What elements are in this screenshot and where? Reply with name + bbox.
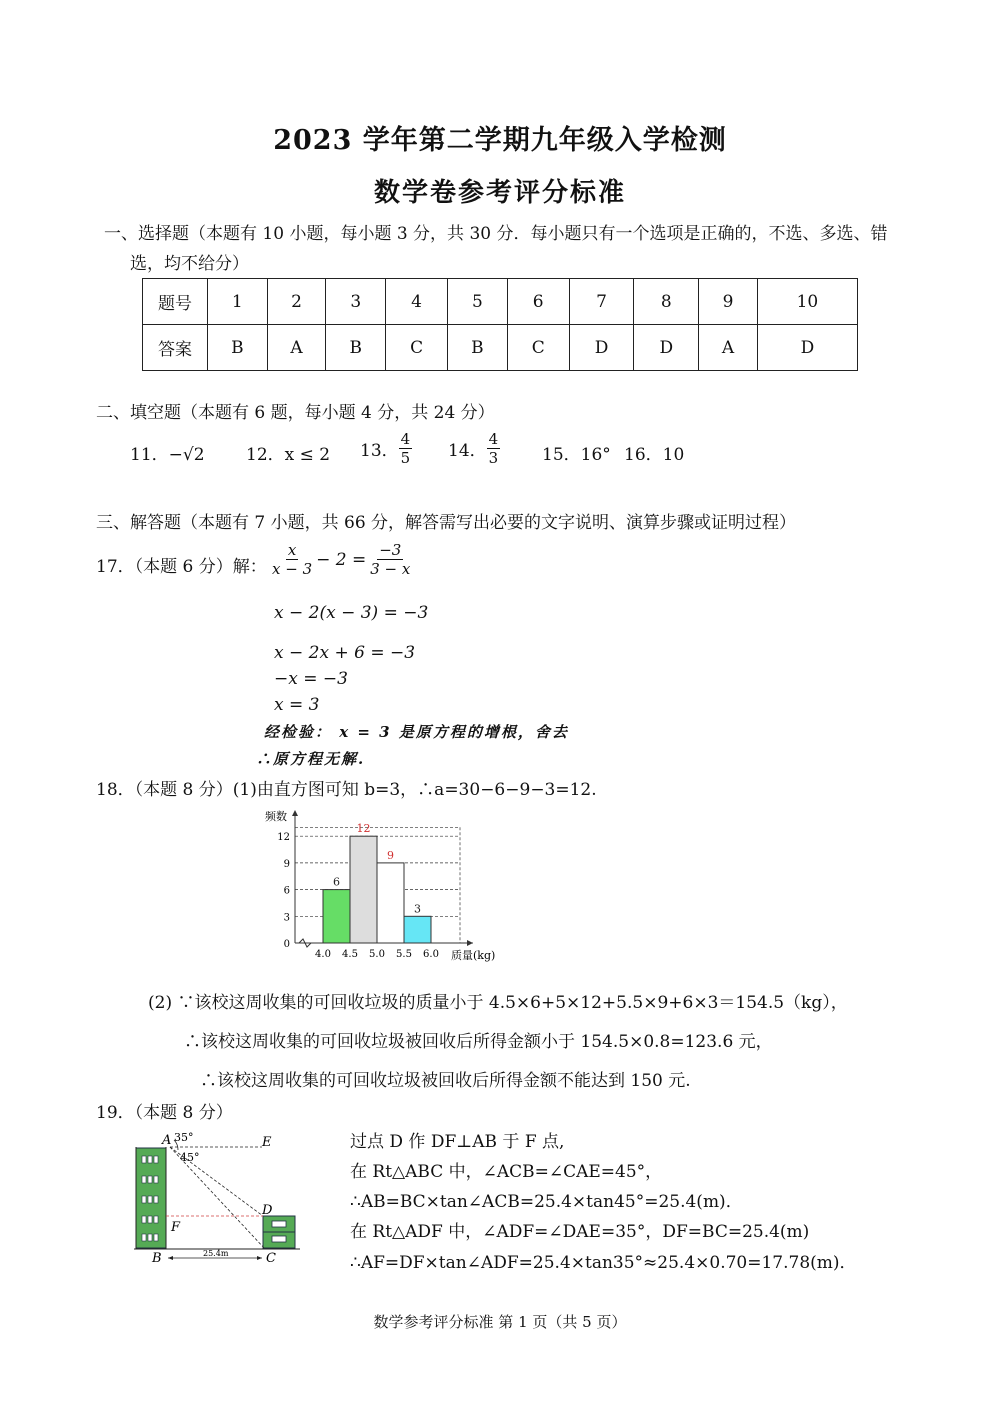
label-A: A <box>162 1133 172 1148</box>
bar-label: 6 <box>333 875 340 889</box>
table-cell: C <box>507 325 569 371</box>
answer-14-label: 14． <box>448 441 487 461</box>
table-cell: D <box>757 325 857 371</box>
y-tick-label: 12 <box>277 832 290 844</box>
q18-part2-line3: ∴该校这周收集的可回收垃圾被回收后所得金额不能达到 150 元. <box>200 1071 691 1091</box>
histogram-chart <box>255 800 515 972</box>
table-cell: 6 <box>507 279 569 325</box>
answer-table <box>142 278 858 371</box>
table-cell: 1 <box>208 279 268 325</box>
numerator: x <box>287 541 297 559</box>
fraction <box>272 541 312 578</box>
x-tick-label: 4.0 <box>315 949 331 960</box>
table-cell: 5 <box>448 279 508 325</box>
histogram-bar <box>350 836 377 943</box>
table-header-cell: 答案 <box>143 325 208 371</box>
denominator: 3 <box>488 449 499 467</box>
histogram-bar <box>404 916 431 943</box>
page-subtitle: 数学卷参考评分标准 <box>373 178 626 208</box>
q19-line: ∴AF=DF×tan∠ADF=25.4×tan35°≈25.4×0.70=17.78(m)． <box>350 1253 857 1273</box>
fraction <box>399 430 413 467</box>
section1-heading-cont: 选，均不给分） <box>130 254 249 274</box>
y-axis-arrow <box>292 810 298 816</box>
q17-step: x = 3 <box>274 695 320 715</box>
table-cell: C <box>386 325 448 371</box>
section3-heading: 三、解答题（本题有 7 小题，共 66 分，解答需写出必要的文字说明、演算步骤或证明过程） <box>96 513 797 533</box>
q17-check: 经检验： x = 3 是原方程的增根，舍去 <box>264 723 569 741</box>
q19-line: 在 Rt△ABC 中，∠ACB=∠CAE=45°， <box>350 1162 663 1182</box>
table-cell: 10 <box>757 279 857 325</box>
label-distance: 25.4m <box>203 1249 229 1258</box>
y-axis-label: 频数 <box>265 810 287 823</box>
histogram-bar <box>323 890 350 943</box>
answer-13-label: 13． <box>360 441 399 461</box>
answer-12: 12．x ≤ 2 <box>246 445 331 465</box>
y-tick-label: 6 <box>283 885 290 897</box>
page-footer: 数学参考评分标准 第 1 页（共 5 页） <box>373 1313 627 1331</box>
denominator: 3 − x <box>370 560 411 578</box>
label-E: E <box>262 1135 272 1150</box>
q17-label: 17．（本题 6 分）解： <box>96 557 267 577</box>
answer-14 <box>448 430 500 467</box>
numerator: −3 <box>379 541 402 559</box>
x-axis-label: 质量(kg) <box>451 949 496 962</box>
table-cell: 4 <box>386 279 448 325</box>
table-cell: A <box>699 325 758 371</box>
section2-heading: 二、填空题（本题有 6 题，每小题 4 分，共 24 分） <box>96 403 495 423</box>
answer-13 <box>360 430 412 467</box>
y-tick-label: 0 <box>283 939 290 950</box>
table-cell: 7 <box>569 279 634 325</box>
q17-step: x − 2x + 6 = −3 <box>274 643 416 663</box>
q19-line: 过点 D 作 DF⊥AB 于 F 点, <box>350 1132 565 1152</box>
denominator: x − 3 <box>272 560 313 578</box>
label-F: F <box>171 1220 181 1235</box>
table-cell: A <box>267 325 326 371</box>
x-tick-label: 5.0 <box>369 949 385 960</box>
equation-middle: − 2 = <box>316 549 367 570</box>
q18-part2-line1: (2) ∵该校这周收集的可回收垃圾的质量小于 4.5×6+5×12+5.5×9+6×3＝154.5（kg）， <box>148 993 848 1013</box>
denominator: 5 <box>400 449 411 467</box>
page-title: 2023 学年第二学期九年级入学检测 <box>273 125 727 156</box>
table-cell: 9 <box>699 279 758 325</box>
x-tick-label: 4.5 <box>342 949 358 960</box>
answer-15: 15．16° <box>542 445 611 465</box>
label-B: B <box>152 1251 162 1266</box>
label-angle-45: 45° <box>180 1151 200 1164</box>
answer-11: 11．−√2 <box>130 445 205 465</box>
fraction <box>487 430 501 467</box>
table-cell: D <box>634 325 699 371</box>
numerator: 4 <box>400 430 411 448</box>
label-D: D <box>262 1203 273 1218</box>
q18-part1: 18．（本题 8 分）(1)由直方图可知 b=3，∴a=30−6−9−3=12. <box>96 780 597 800</box>
label-C: C <box>266 1251 276 1266</box>
q19-figure <box>130 1126 310 1268</box>
q17-step: −x = −3 <box>274 669 348 689</box>
q19-line: 在 Rt△ADF 中，∠ADF=∠DAE=35°，DF=BC=25.4(m) <box>350 1222 810 1242</box>
y-tick-label: 3 <box>283 912 290 924</box>
y-tick-label: 9 <box>283 858 290 870</box>
q19-line: ∴AB=BC×tan∠ACB=25.4×tan45°=25.4(m)． <box>350 1192 743 1212</box>
answer-16: 16．10 <box>624 445 685 465</box>
q19-label: 19．（本题 8 分） <box>96 1103 233 1123</box>
table-cell: 8 <box>634 279 699 325</box>
q17-conclusion: ∴原方程无解. <box>256 750 366 768</box>
bar-label: 9 <box>387 848 394 862</box>
table-row <box>143 279 858 325</box>
q17-equation <box>272 541 410 578</box>
table-row <box>143 325 858 371</box>
q17-step: x − 2(x − 3) = −3 <box>274 603 429 623</box>
numerator: 4 <box>488 430 499 448</box>
x-axis-arrow <box>467 940 473 946</box>
label-angle-35: 35° <box>174 1131 194 1144</box>
table-cell: B <box>448 325 508 371</box>
section1-heading: 一、选择题（本题有 10 小题，每小题 3 分，共 30 分．每小题只有一个选项是正确的，不选、多选、错 <box>104 224 888 244</box>
x-tick-label: 6.0 <box>423 949 439 960</box>
table-cell: B <box>208 325 268 371</box>
table-cell: D <box>569 325 634 371</box>
fraction <box>370 541 410 578</box>
bar-label: 3 <box>414 902 421 916</box>
table-cell: B <box>326 325 386 371</box>
table-cell: 3 <box>326 279 386 325</box>
table-cell: 2 <box>267 279 326 325</box>
x-tick-label: 5.5 <box>396 949 412 960</box>
table-header-cell: 题号 <box>143 279 208 325</box>
histogram-bar <box>377 863 404 943</box>
bar-label: 12 <box>356 822 371 836</box>
q18-part2-line2: ∴该校这周收集的可回收垃圾被回收后所得金额小于 154.5×0.8=123.6 元， <box>184 1032 773 1052</box>
